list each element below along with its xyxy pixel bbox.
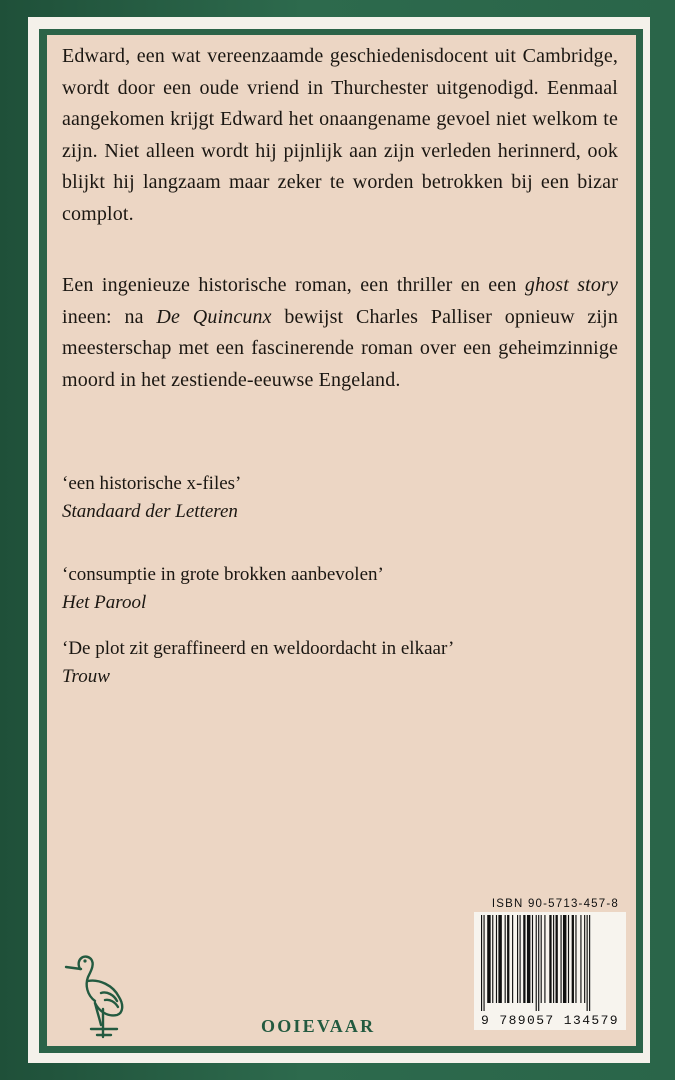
blurb-text: ineen: na: [62, 305, 157, 328]
barcode-bar: [553, 915, 554, 1003]
quote-text: ‘De plot zit geraffineerd en weldoordacht in elkaar’: [62, 638, 455, 659]
barcode-bar: [498, 915, 501, 1003]
blurb-italic-phrase: ghost story: [524, 274, 618, 296]
barcode-bar: [481, 915, 482, 1011]
review-quote: [62, 635, 622, 691]
stork-icon: [61, 945, 133, 1040]
barcode: [474, 912, 626, 1030]
barcode-bar: [538, 915, 539, 1011]
barcode-bar: [520, 915, 521, 1003]
barcode-bar: [517, 915, 518, 1003]
barcode-bar: [492, 915, 493, 1003]
quote-source: Standaard der Letteren: [62, 501, 238, 522]
quote-source: Trouw: [62, 666, 110, 687]
barcode-number: 9 789057 134579: [480, 1013, 620, 1028]
barcode-bar: [541, 915, 542, 1003]
barcode-bar: [575, 915, 576, 1003]
barcode-bars: [477, 915, 623, 1011]
publisher-name: OOIEVAAR: [261, 1016, 376, 1036]
barcode-bar: [505, 915, 506, 1003]
barcode-bar: [512, 915, 513, 1003]
blurb-text: bewijst Charles Palliser opnieuw zijn meesterschap met een fascinerende roman over een geheimzinnige moord in het zestiende-eeuwse Engeland.: [62, 305, 618, 391]
blurb-text: Een ingenieuze historische roman, een thriller en een: [62, 274, 525, 296]
barcode-bar: [496, 915, 497, 1003]
barcode-bar: [587, 915, 588, 1011]
barcode-bar: [560, 915, 561, 1003]
quote-source: Het Parool: [62, 592, 147, 613]
review-quote: [62, 561, 622, 617]
review-quote: [62, 470, 622, 526]
barcode-bar: [532, 915, 533, 1003]
barcode-bar: [563, 915, 566, 1003]
barcode-bar: [527, 915, 530, 1003]
quote-text: ‘consumptie in grote brokken aanbevolen’: [62, 564, 384, 585]
barcode-bar: [572, 915, 574, 1003]
barcode-bar: [487, 915, 490, 1003]
barcode-bar: [507, 915, 509, 1003]
barcode-bar: [556, 915, 558, 1003]
barcode-bar: [544, 915, 545, 1003]
barcode-bar: [523, 915, 525, 1003]
quote-text: ‘een historische x-files’: [62, 473, 242, 494]
blurb-paragraph-1: Edward, een wat vereenzaamde geschiedenisdocent uit Cambridge, wordt door een oude vriend in Thurchester uitgenodigd. Eenmaal aangekomen krijgt Edward het onaangename gevoel niet welkom te zijn. Niet alleen wordt hij pijnlijk aan zijn verleden herinnerd, ook blijkt hij langzaam maar zeker te worden betrokken bij een bizar complot.: [62, 45, 618, 225]
blurb-paragraph-2: [62, 270, 618, 396]
barcode-bar: [568, 915, 569, 1003]
barcode-bar: [589, 915, 590, 1011]
back-cover-panel: [47, 35, 636, 1046]
barcode-bar: [536, 915, 537, 1011]
isbn-label: ISBN 90-5713-457-8: [491, 898, 619, 910]
blurb-italic-title: De Quincunx: [156, 305, 272, 328]
barcode-bar: [580, 915, 581, 1003]
barcode-bar: [483, 915, 484, 1011]
barcode-bar: [549, 915, 551, 1003]
barcode-bar: [584, 915, 585, 1003]
